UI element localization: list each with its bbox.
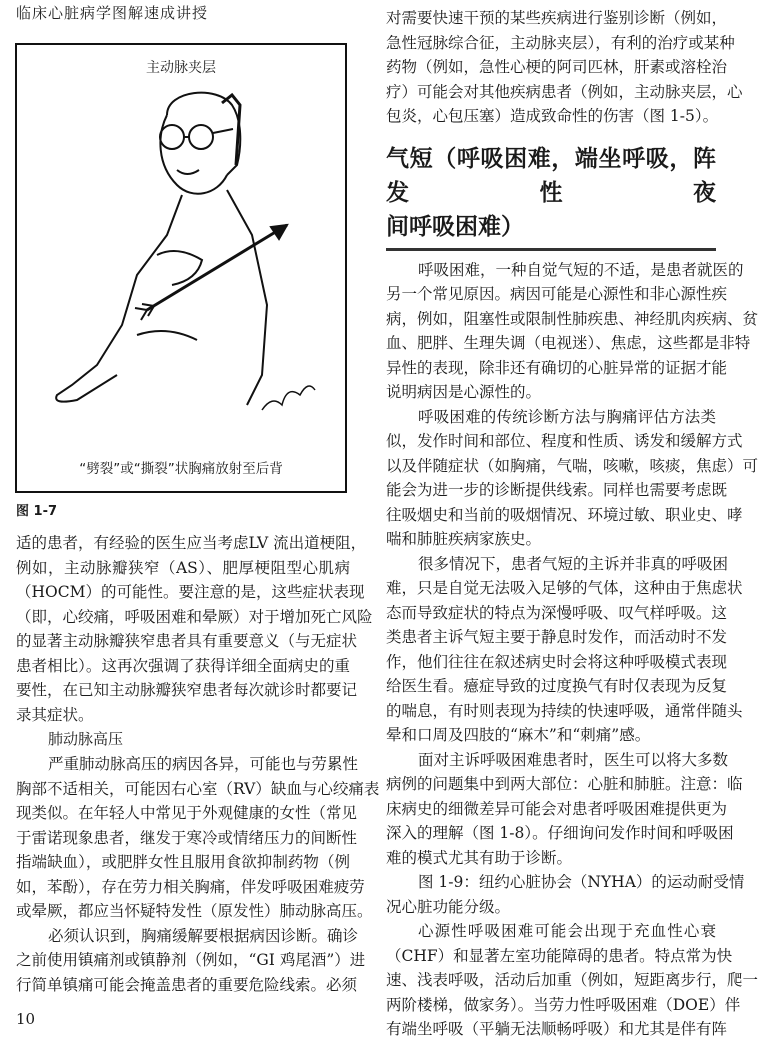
paragraph (386, 258, 758, 405)
running-head: 临床心脏病学图解速成讲授 (16, 4, 209, 22)
text-line: 图 1-9：纽约心脏协会（NYHA）的运动耐受情 (418, 873, 745, 891)
text-line: 疗）可能会对其他疾病患者（例如，主动脉夹层，心 (386, 82, 743, 101)
paragraph (386, 552, 743, 748)
text-line: 有端坐呼吸（平躺无法顺畅呼吸）和尤其是伴有阵 (386, 1020, 728, 1038)
text-line: 晕和口周及四肢的“麻木”和“刺痛”感。 (386, 726, 651, 744)
text-line: 类患者主诉气短主要于静息时发作，而活动时不发 (386, 628, 728, 646)
text-line: （即，心绞痛，呼吸困难和晕厥）对于增加死亡风险 (16, 607, 373, 626)
text-line: 必须认识到，胸痛缓解要根据病因诊断。确诊 (48, 926, 359, 945)
paragraph (386, 6, 743, 129)
aortic-dissection-illustration (17, 75, 345, 475)
text-line: 之前使用镇痛剂或镇静剂（例如，“GI 鸡尾酒”）进 (16, 951, 366, 969)
right-column (386, 6, 758, 1042)
text-line: 似，发作时间和部位、程度和性质、诱发和缓解方式 (386, 432, 743, 450)
text-line: 深入的理解（图 1-8）。仔细询问发作时间和呼吸困 (386, 824, 734, 842)
section-subheading: 肺动脉高压 (48, 730, 124, 748)
text-line: 喘和肺脏疾病家族史。 (386, 530, 542, 548)
text-line: 录其症状。 (16, 705, 94, 724)
text-line: 胸部不适相关，可能因右心室（RV）缺血与心绞痛表 (16, 779, 380, 798)
text-line: 况心脏功能分级。 (386, 897, 511, 916)
text-line: 病例的问题集中到两大部位：心脏和肺脏。注意：临 (386, 775, 743, 793)
text-line: 例如，主动脉瓣狭窄（AS）、肥厚梗阻型心肌病 (16, 558, 350, 577)
text-line: 很多情况下，患者气短的主诉并非真的呼吸困 (418, 554, 729, 573)
text-line: 作，他们往往在叙述病史时会将这种呼吸模式表现 (386, 652, 728, 671)
text-line: 行简单镇痛可能会掩盖患者的重要危险线索。必须 (16, 975, 358, 994)
text-line: 说明病因是心源性的。 (386, 383, 542, 401)
figure-inner-caption: “劈裂”或“撕裂”状胸痛放射至后背 (79, 461, 283, 477)
text-line: 指端缺血），或肥胖女性且服用食欲抑制药物（例 (16, 853, 350, 871)
section-heading-line-1: 气短（呼吸困难，端坐呼吸，阵发性夜 (386, 144, 716, 206)
text-line: 呼吸困难，一种自觉气短的不适，是患者就医的 (418, 260, 744, 279)
text-line: 于雷诺现象患者，继发于寒冷或情绪压力的间断性 (16, 828, 358, 847)
text-line: 呼吸困难的传统诊断方法与胸痛评估方法类 (418, 407, 716, 426)
text-line: 急性冠脉综合征，主动脉夹层），有利的治疗或某种 (386, 33, 735, 52)
text-line: 适的患者，有经验的医生应当考虑LV 流出道梗阻， (16, 534, 367, 552)
text-line: 态而导致症状的特点为深慢呼吸、叹气样呼吸。这 (386, 603, 728, 622)
text-line: 的显著主动脉瓣狭窄患者具有重要意义（与无症状 (16, 632, 358, 650)
text-line: 患者相比）。这再次强调了获得详细全面病史的重 (16, 656, 350, 675)
text-line: 速、浅表呼吸，活动后加重（例如，短距离步行，爬一 (386, 971, 758, 989)
text-line: 难的模式尤其有助于诊断。 (386, 848, 573, 867)
text-line: 能会为进一步的诊断提供线索。同样也需要考虑既 (386, 481, 728, 499)
text-line: 或晕厥，都应当怀疑特发性（原发性）肺动脉高压。 (16, 902, 373, 920)
text-line: 病，例如，阻塞性或限制性肺疾患、神经肌肉疾病、贫 (386, 309, 758, 328)
page-number: 10 (16, 1010, 36, 1028)
text-line: 难，只是自觉无法吸入足够的气体，这种由于焦虑状 (386, 579, 743, 597)
paragraph (16, 924, 366, 998)
heading-divider (386, 248, 716, 251)
text-line: 面对主诉呼吸困难患者时，医生可以将大多数 (418, 750, 729, 769)
figure-title: 主动脉夹层 (146, 60, 216, 76)
text-line: 要性，在已知主动脉瓣狭窄患者每次就诊时都要记 (16, 681, 358, 699)
text-line: 往吸烟史和当前的吸烟情况、环境过敏、职业史、哮 (386, 505, 743, 524)
text-line: （HOCM）的可能性。要注意的是，这些症状表现 (16, 583, 365, 601)
text-line: （CHF）和显著左室功能障碍的患者。特点常为快 (386, 946, 733, 965)
section-heading-line-2: 间呼吸困难） (386, 212, 524, 240)
text-line: 包炎，心包压塞）造成致命性的伤害（图 1-5）。 (386, 107, 719, 125)
paragraph (386, 748, 743, 871)
text-line: 给医生看。癔症导致的过度换气有时仅表现为反复 (386, 677, 728, 695)
text-line: 以及伴随症状（如胸痛，气喘，咳嗽，咳痰，焦虑）可 (386, 456, 758, 475)
figure-label: 图 1-7 (16, 504, 58, 519)
figure-1-7 (15, 43, 347, 493)
text-line: 严重肺动脉高压的病因各异，可能也与劳累性 (48, 755, 359, 773)
text-line: 心源性呼吸困难可能会出现于充血性心衰 (418, 922, 716, 940)
left-column (16, 531, 380, 997)
paragraph (386, 405, 758, 552)
text-line: 的喘息，有时则表现为持续的快速呼吸，通常伴随头 (386, 701, 743, 720)
text-line: 血、肥胖、生理失调（电视迷）、焦虑，这些都是非特 (386, 334, 751, 352)
text-line: 现类似。在年轻人中常见于外观健康的女性（常见 (16, 804, 358, 822)
text-line: 床病史的细微差异可能会对患者呼吸困难提供更为 (386, 799, 728, 818)
text-line: 两阶楼梯，做家务）。当劳力性呼吸困难（DOE）伴 (386, 995, 741, 1014)
text-line: 另一个常见原因。病因可能是心源性和非心源性疾 (386, 285, 728, 303)
section-heading (386, 142, 716, 244)
text-line: 异性的表现，除非还有确切的心脏异常的证据才能 (386, 358, 728, 377)
paragraph (386, 870, 745, 919)
text-line: 如，苯酚），存在劳力相关胸痛，伴发呼吸困难疲劳 (16, 877, 365, 896)
paragraph (16, 752, 380, 924)
paragraph (386, 919, 758, 1042)
text-line: 药物（例如，急性心梗的阿司匹林，肝素或溶栓治 (386, 58, 728, 76)
paragraph (16, 531, 373, 727)
text-line: 对需要快速干预的某些疾病进行鉴别诊断（例如， (386, 9, 728, 27)
